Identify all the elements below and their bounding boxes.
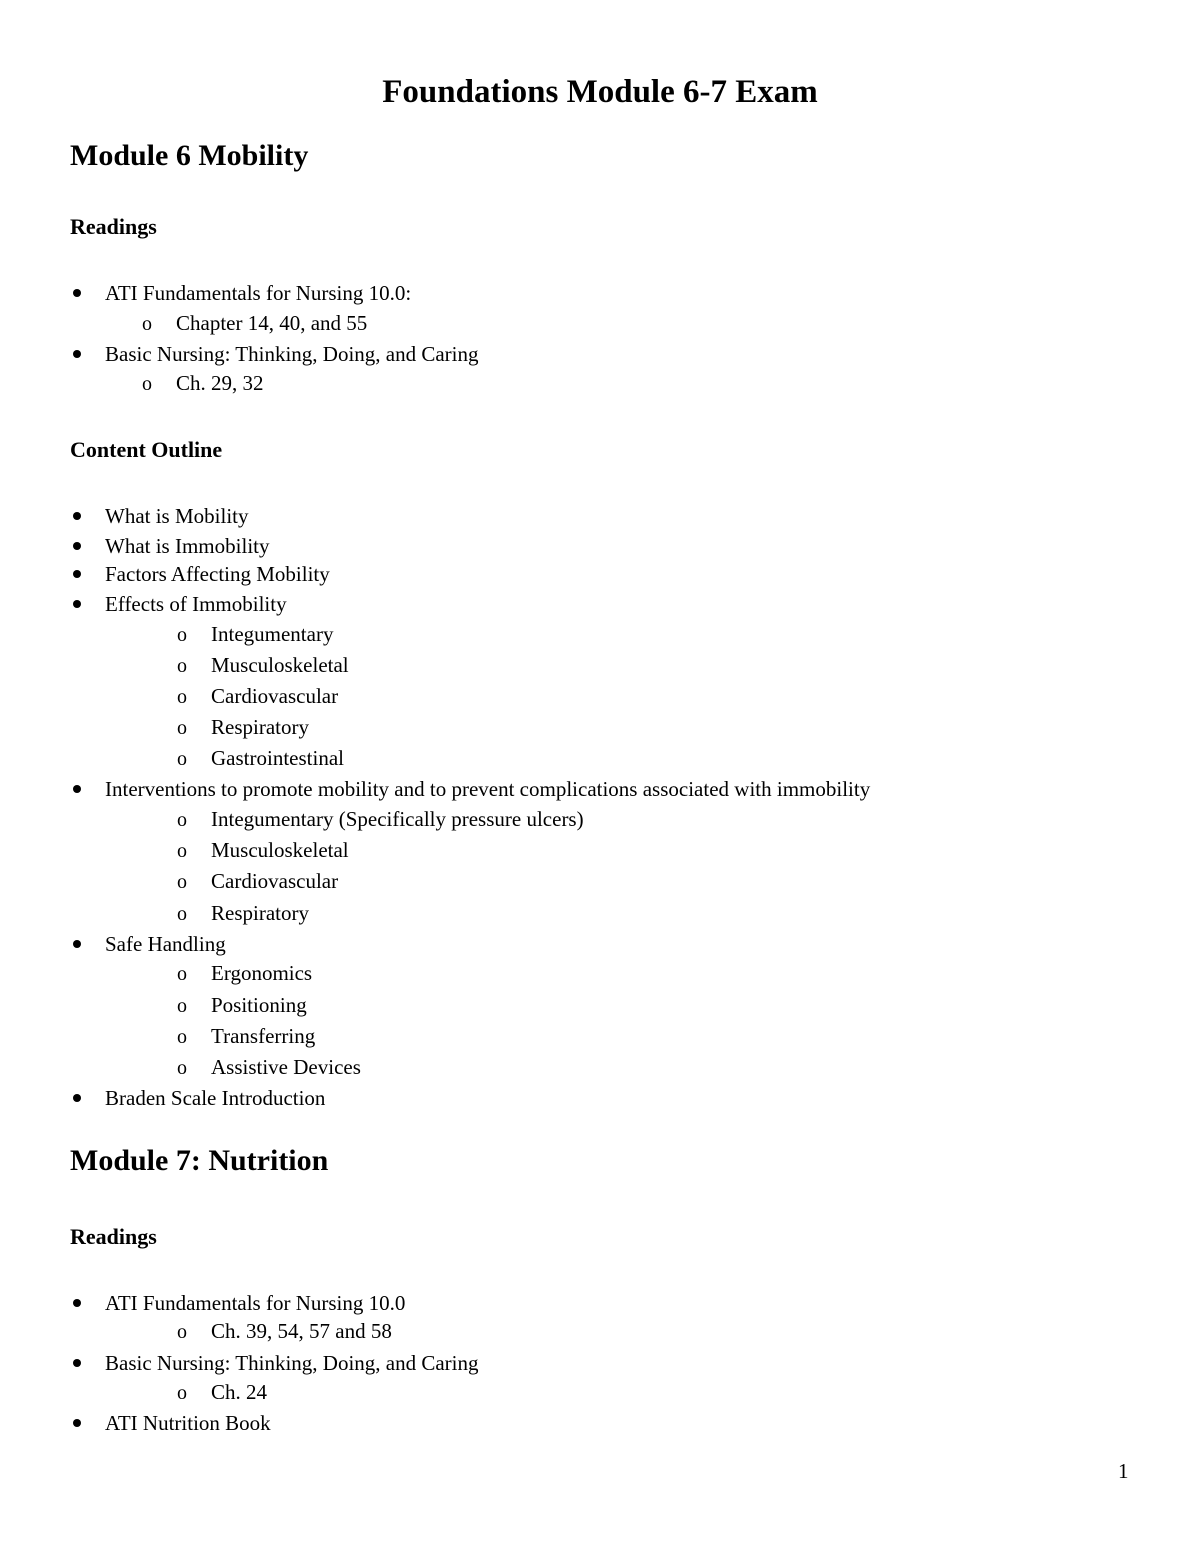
sub-list-item-text: Ch. 29, 32 (176, 371, 264, 395)
list-item-text: Basic Nursing: Thinking, Doing, and Caring (105, 342, 479, 366)
sub-bullet-marker: o (177, 624, 187, 646)
sub-list-item-text: Musculoskeletal (211, 838, 349, 862)
bullet-marker (73, 570, 81, 578)
sub-list-item-text: Musculoskeletal (211, 653, 349, 677)
sub-bullet-marker: o (177, 655, 187, 677)
sub-bullet-marker: o (177, 840, 187, 862)
sub-bullet-marker: o (177, 1382, 187, 1404)
module-6-heading: Module 6 Mobility (70, 139, 309, 172)
list-item-text: Braden Scale Introduction (105, 1086, 326, 1110)
sub-bullet-marker: o (177, 748, 187, 770)
list-item-text: ATI Nutrition Book (105, 1411, 271, 1435)
sub-bullet-marker: o (177, 871, 187, 893)
sub-bullet-marker: o (177, 717, 187, 739)
sub-list-item-text: Integumentary (211, 622, 334, 646)
list-item-text: ATI Fundamentals for Nursing 10.0: (105, 281, 412, 305)
sub-list-item-text: Assistive Devices (211, 1055, 361, 1079)
bullet-marker (73, 350, 81, 358)
sub-bullet-marker: o (177, 686, 187, 708)
sub-bullet-marker: o (177, 903, 187, 925)
sub-bullet-marker: o (177, 963, 187, 985)
bullet-marker (73, 542, 81, 550)
sub-list-item-text: Ergonomics (211, 961, 313, 985)
page-title: Foundations Module 6-7 Exam (382, 74, 818, 110)
bullet-marker (73, 1359, 81, 1367)
sub-bullet-marker: o (142, 373, 152, 395)
list-item-text: Effects of Immobility (105, 592, 287, 616)
list-item-text: Factors Affecting Mobility (105, 562, 330, 586)
bullet-marker (73, 512, 81, 520)
sub-list-item-text: Ch. 39, 54, 57 and 58 (211, 1319, 392, 1343)
module-7-readings-heading: Readings (70, 1224, 157, 1249)
bullet-marker (73, 1419, 81, 1427)
bullet-marker (73, 1094, 81, 1102)
list-item-text: Safe Handling (105, 932, 226, 956)
list-item-text: Interventions to promote mobility and to prevent complications associated with immobility (105, 777, 871, 801)
page-number: 1 (1118, 1459, 1129, 1483)
sub-bullet-marker: o (177, 995, 187, 1017)
sub-list-item-text: Ch. 24 (211, 1380, 268, 1404)
bullet-marker (73, 785, 81, 793)
list-item-text: What is Immobility (105, 534, 270, 558)
sub-list-item-text: Integumentary (Specifically pressure ulcers) (211, 807, 584, 831)
sub-bullet-marker: o (177, 1057, 187, 1079)
sub-list-item-text: Respiratory (211, 715, 309, 739)
sub-bullet-marker: o (177, 1026, 187, 1048)
sub-list-item-text: Positioning (211, 993, 307, 1017)
sub-list-item-text: Chapter 14, 40, and 55 (176, 311, 368, 335)
sub-bullet-marker: o (177, 809, 187, 831)
list-item-text: Basic Nursing: Thinking, Doing, and Caring (105, 1351, 479, 1375)
sub-list-item-text: Cardiovascular (211, 684, 339, 708)
sub-bullet-marker: o (177, 1321, 187, 1343)
sub-list-item-text: Transferring (211, 1024, 316, 1048)
bullet-marker (73, 1299, 81, 1307)
module-6-readings-heading: Readings (70, 214, 157, 239)
bullet-marker (73, 940, 81, 948)
module-6-outline-heading: Content Outline (70, 437, 223, 462)
list-item-text: What is Mobility (105, 504, 249, 528)
sub-list-item-text: Cardiovascular (211, 869, 339, 893)
bullet-marker (73, 600, 81, 608)
sub-list-item-text: Gastrointestinal (211, 746, 344, 770)
bullet-marker (73, 289, 81, 297)
list-item-text: ATI Fundamentals for Nursing 10.0 (105, 1291, 406, 1315)
sub-bullet-marker: o (142, 313, 152, 335)
module-7-heading: Module 7: Nutrition (70, 1144, 329, 1177)
sub-list-item-text: Respiratory (211, 901, 309, 925)
